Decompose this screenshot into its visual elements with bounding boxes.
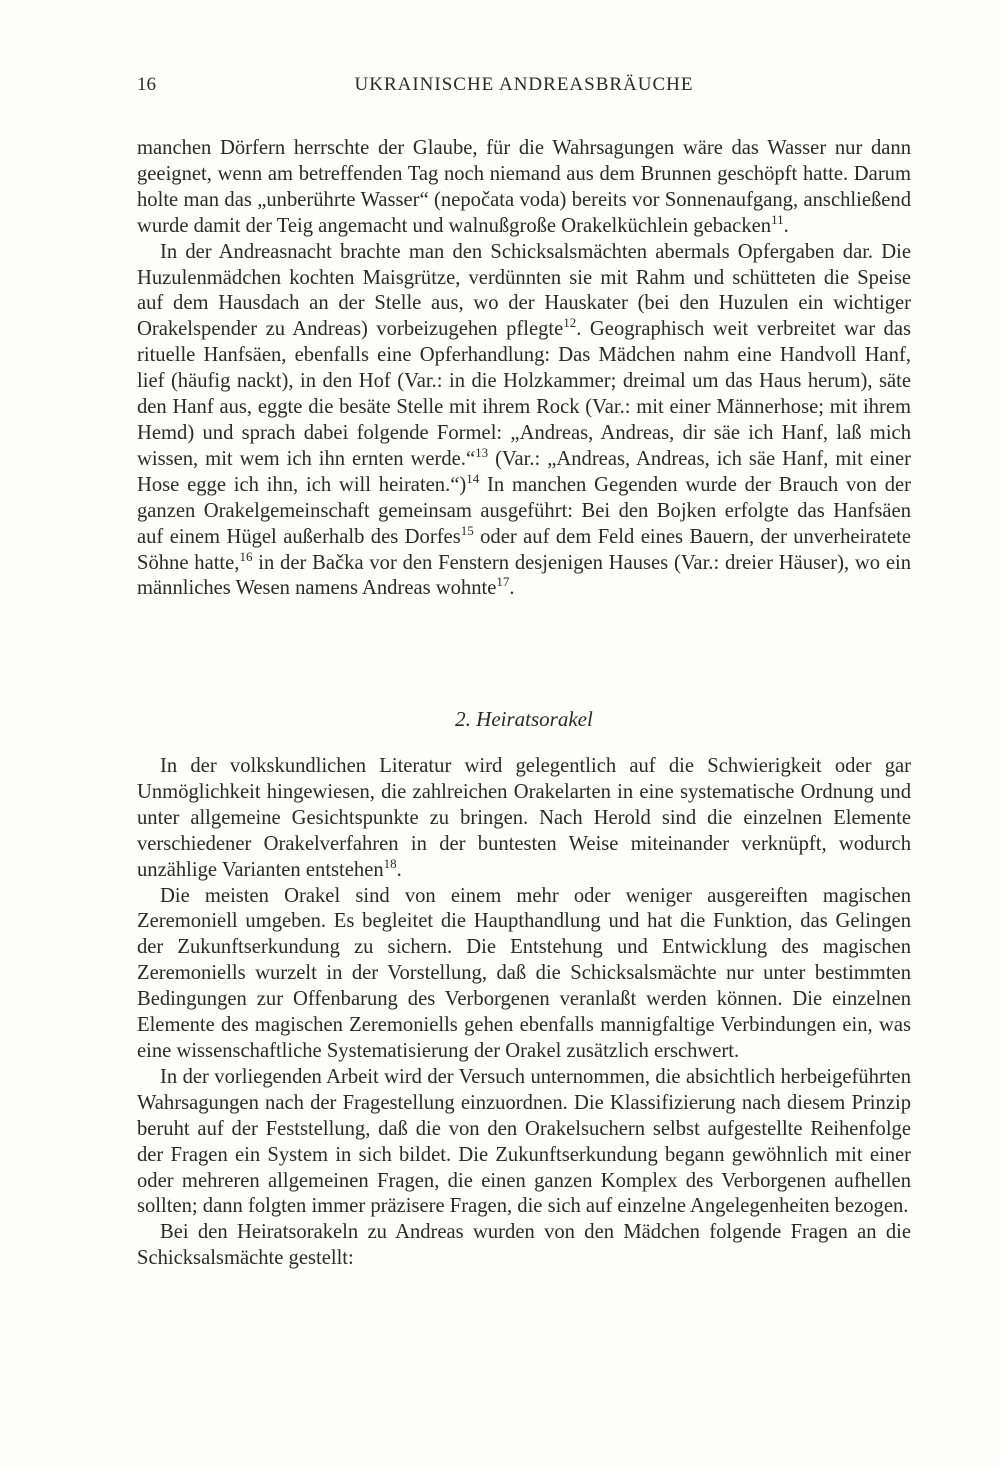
text-block-lower (137, 754, 911, 1272)
footnote-ref: 13 (475, 444, 489, 460)
paragraph-fragen: Bei den Heiratsorakeln zu Andreas wurden von den Mädchen folgende Fragen an die Schicksalsmächte gestellt: (137, 1221, 911, 1270)
paragraph-klassifizierung: In der vorliegenden Arbeit wird der Versuch unternommen, die absichtlich herbeigeführten Wahrsagungen nach der Fragestellung einzuordnen. Die Klassifizierung nach diesem Prinzip beruht auf der Feststellung, daß die von den Orakelsuchern selbst aufgestellte Reihenfolge der Fragen ein System in sich bildet. Die Zukunftserkundung begann gewöhnlich mit einer oder mehreren allgemeinen Fragen, die einen ganzen Komplex des Verborgenen aufhellen sollten; dann folgten immer präzisere Fragen, die sich auf einzelne Angelegenheiten bezogen. (137, 1065, 911, 1218)
footnote-ref: 18 (383, 855, 397, 871)
paragraph-literatur: In der volkskundlichen Literatur wird gelegentlich auf die Schwierigkeit oder gar Unmöglichkeit hingewiesen, die zahlreichen Orakelarten in eine systematische Ordnung und unter allgemeine Gesichtspunkte zu bringen. Nach Herold sind die einzelnen Elemente verschiedener Orakelverfahren in der buntesten Weise miteinander verknüpft, wodurch unzählige Varianten entstehen$^{18}$. (137, 755, 911, 881)
footnote-ref: 14 (466, 470, 480, 486)
paragraph-continuation: manchen Dörfern herrschte der Glaube, für die Wahrsagungen wäre das Wasser nur dann geeignet, wenn am betreffenden Tag noch niemand aus dem Brunnen geschöpft hatte. Darum holte man das „unberührte Wasser“ (nepočata voda) bereits vor Sonnenaufgang, anschließend wurde damit der Teig angemacht und walnußgroße Orakelküchlein gebacken$^{11}$. (137, 137, 911, 237)
footnote-ref: 15 (460, 522, 474, 538)
section-heading: 2. Heiratsorakel (455, 707, 593, 731)
paragraph-hanfsaeen: In der Andreasnacht brachte man den Schicksalsmächten abermals Opfergaben dar. Die Huzulenmädchen kochten Maisgrütze, verdünnten sie mit Rahm und schütteten die Speise auf dem Hausdach an der Stelle aus, wo der Hauskater (bei den Huzulen ein wichtiger Orakelspender zu Andreas) vorbeizugehen pflegte$^{12}$. Geographisch weit verbreitet war das rituelle Hanfsäen, ebenfalls eine Opferhandlung: Das Mädchen nahm eine Handvoll Hanf, lief (häufig nackt), in den Hof (Var.: in die Holzkammer; dreimal um das Haus herum), säte den Hanf aus, eggte die besäte Stelle mit ihrem Rock (Var.: mit einer Männerhose; mit ihrem Hemd) und sprach dabei folgende Formel: „Andreas, Andreas, dir säe ich Hanf, laß mich wissen, mit wem ich ihn ernten werde.“$^{13}$ (Var.: „Andreas, Andreas, ich säe Hanf, mit einer Hose egge ich ihn, ich will heiraten.“)$^{14}$ In manchen Gegenden wurde der Brauch von der ganzen Orakelgemeinschaft gemeinsam ausgeführt: Bei den Bojken erfolgte das Hanfsäen auf einem Hügel außerhalb des Dorfes$^{15}$ oder auf dem Feld eines Bauern, der unverheiratete Söhne hatte,$^{16}$ in der Bačka vor den Fenstern desjenigen Hauses (Var.: dreier Häuser), wo ein männliches Wesen namens Andreas wohnte$^{17}$. (137, 240, 912, 600)
footnote-ref: 16 (239, 548, 253, 564)
paragraph-zeremoniell: Die meisten Orakel sind von einem mehr oder weniger ausgereiften magischen Zeremoniell umgeben. Es begleitet die Haupthandlung und hat die Funktion, das Gelingen der Zukunftserkundung zu sichern. Die Entstehung und Entwicklung des magischen Zeremoniells wurzelt in der Vorstellung, daß die Schicksalsmächte nur unter bestimmten Bedingungen zur Offenbarung des Verborgenen veranlaßt werden können. Die einzelnen Elemente des magischen Zeremoniells gehen ebenfalls mannigfaltige Verbindungen ein, was eine wissenschaftliche Systematisierung der Orakel zusätzlich erschwert. (137, 884, 911, 1062)
footnote-ref: 11 (771, 211, 784, 227)
running-title: UKRAINISCHE ANDREASBRÄUCHE (354, 74, 694, 95)
text-block-upper (137, 136, 911, 602)
page-number: 16 (137, 74, 156, 95)
footnote-ref: 17 (496, 574, 510, 590)
page-header (137, 74, 911, 100)
footnote-ref: 12 (563, 315, 577, 331)
